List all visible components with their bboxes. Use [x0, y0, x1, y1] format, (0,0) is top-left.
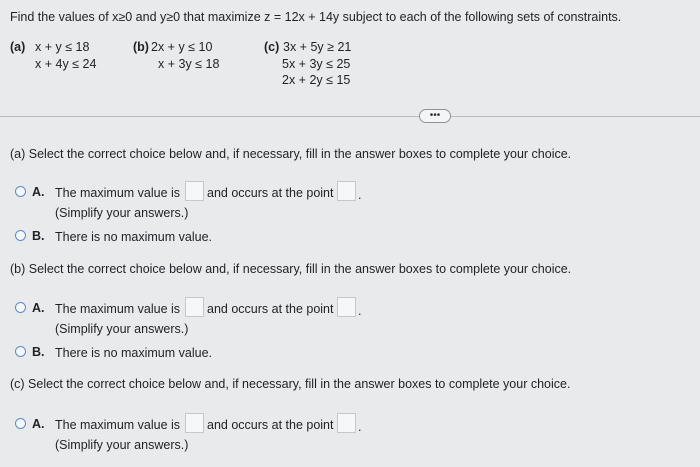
part-b-choice-a-radio[interactable]: [15, 302, 26, 313]
part-c-simplify-note: (Simplify your answers.): [55, 438, 189, 452]
part-c-point-input[interactable]: [337, 413, 356, 433]
divider: [0, 116, 700, 117]
part-a-choice-a-text: The maximum value is: [55, 186, 181, 200]
part-b-choice-b-text: There is no maximum value.: [55, 346, 213, 360]
part-a-choice-a-letter: A.: [32, 185, 45, 199]
part-b-choice-a-letter: A.: [32, 301, 45, 315]
constraint-a-line-2: x + 4y ≤ 24: [35, 57, 97, 71]
part-c-period: .: [358, 420, 362, 434]
part-b-choice-a-text: The maximum value is: [55, 302, 181, 316]
part-c-max-value-input[interactable]: [185, 413, 204, 433]
part-c-prompt: (c) Select the correct choice below and, if necessary, fill in the answer boxes to complete your choice.: [10, 377, 571, 391]
constraint-b-line-2: x + 3y ≤ 18: [158, 57, 220, 71]
part-b-max-value-input[interactable]: [185, 297, 204, 317]
part-b-choice-b-radio[interactable]: [15, 346, 26, 357]
part-a-simplify-note: (Simplify your answers.): [55, 206, 189, 220]
constraint-c-line-3: 2x + 2y ≤ 15: [282, 73, 351, 87]
constraint-c-line-1: 3x + 5y ≥ 21: [283, 40, 352, 54]
part-b-prompt: (b) Select the correct choice below and, if necessary, fill in the answer boxes to complete your choice.: [10, 262, 572, 276]
constraint-c-line-2: 5x + 3y ≤ 25: [282, 57, 351, 71]
part-c-choice-a-radio[interactable]: [15, 418, 26, 429]
part-b-simplify-note: (Simplify your answers.): [55, 322, 189, 336]
part-a-choice-b-letter: B.: [32, 229, 45, 243]
part-a-max-value-input[interactable]: [185, 181, 204, 201]
part-b-point-input[interactable]: [337, 297, 356, 317]
part-c-choice-a-text-2: and occurs at the point: [207, 418, 334, 432]
constraint-b-line-1: 2x + y ≤ 10: [151, 40, 213, 54]
part-a-choice-a-radio[interactable]: [15, 186, 26, 197]
constraint-a-label: (a): [10, 40, 26, 54]
part-b-period: .: [358, 304, 362, 318]
part-a-period: .: [358, 188, 362, 202]
question-text: Find the values of x≥0 and y≥0 that maximize z = 12x + 14y subject to each of the following sets of constraints.: [10, 10, 622, 24]
expand-more-button[interactable]: •••: [419, 109, 451, 123]
part-b-choice-b-letter: B.: [32, 345, 45, 359]
part-a-choice-b-radio[interactable]: [15, 230, 26, 241]
part-c-choice-a-text: The maximum value is: [55, 418, 181, 432]
part-c-choice-a-letter: A.: [32, 417, 45, 431]
part-b-choice-a-text-2: and occurs at the point: [207, 302, 334, 316]
part-a-choice-a-text-2: and occurs at the point: [207, 186, 334, 200]
constraint-c-label: (c): [264, 40, 280, 54]
part-a-point-input[interactable]: [337, 181, 356, 201]
constraint-b-label: (b): [133, 40, 149, 54]
part-a-prompt: (a) Select the correct choice below and, if necessary, fill in the answer boxes to complete your choice.: [10, 147, 572, 161]
part-a-choice-b-text: There is no maximum value.: [55, 230, 213, 244]
constraint-a-line-1: x + y ≤ 18: [35, 40, 90, 54]
